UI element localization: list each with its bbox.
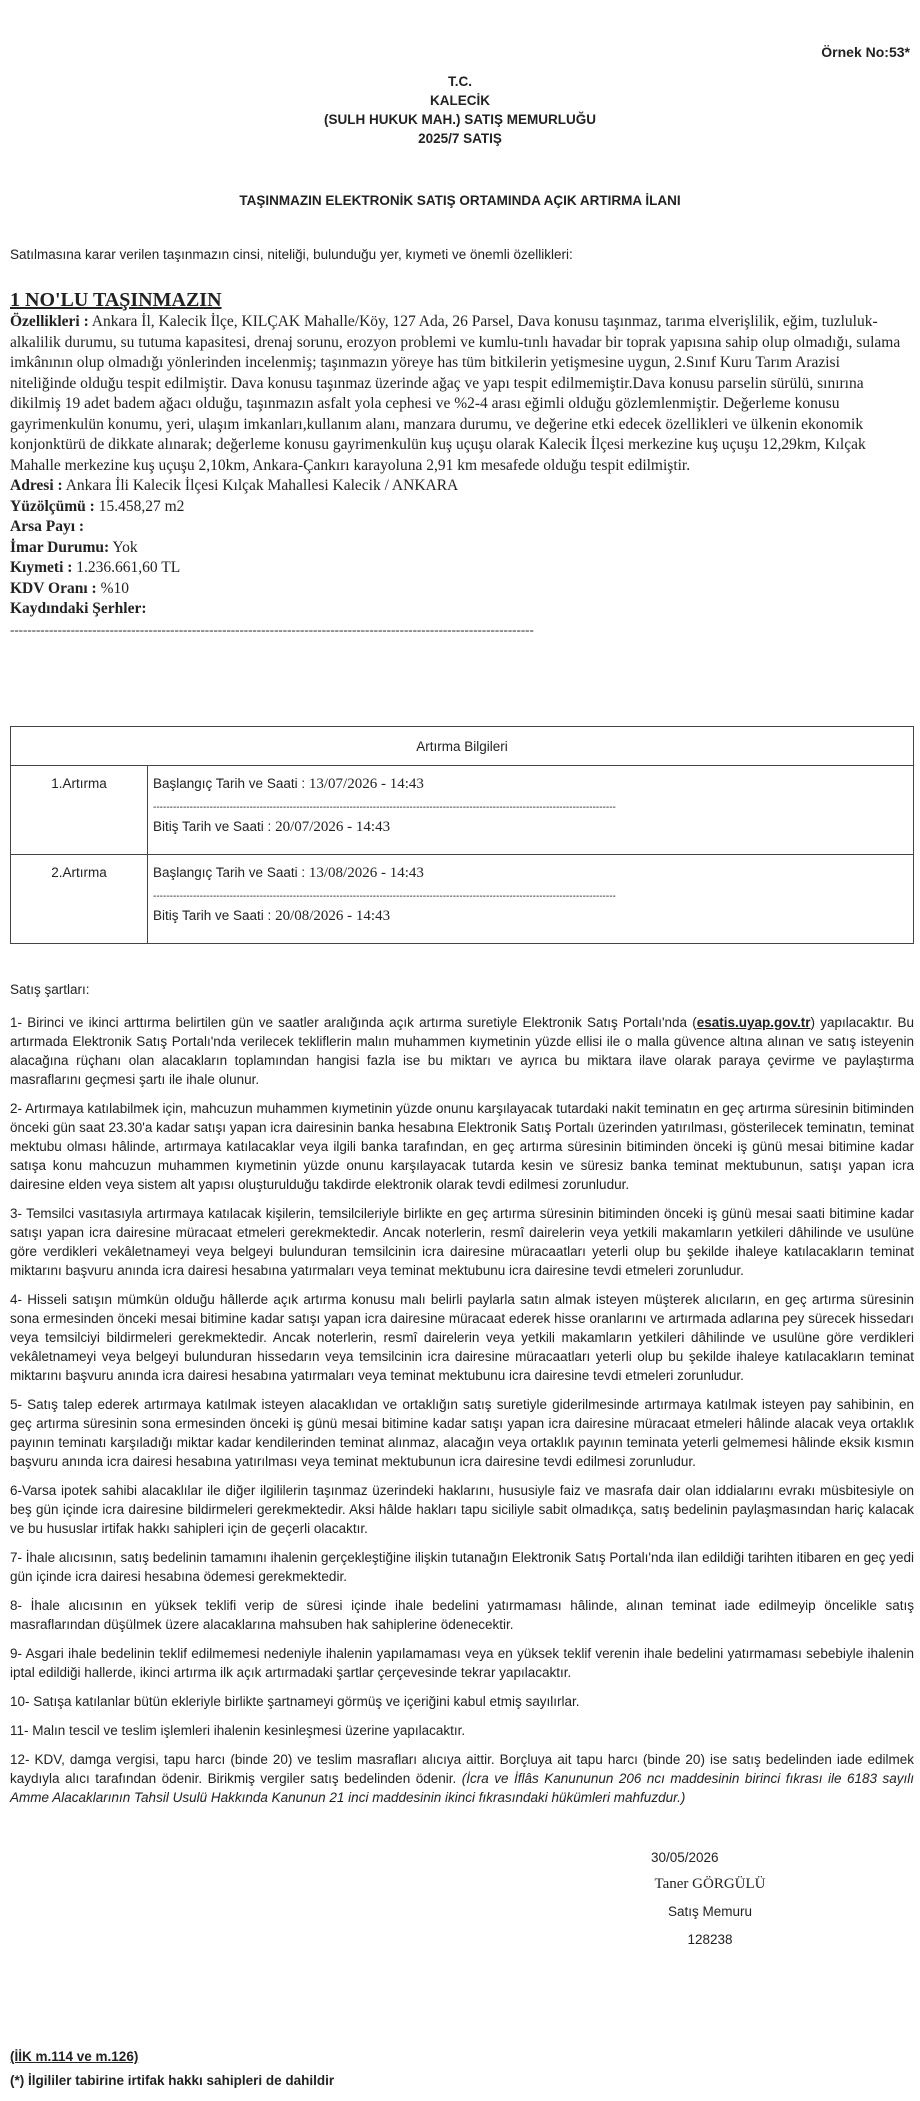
- auction-start: [153, 774, 908, 794]
- condition-4: 4- Hisseli satışın mümkün olduğu hâllerde açık artırma konusu malı belirli paylarla satın almak isteyen müşterek alıcıların, en geç artırma süresinin sona ermesinden önceki mesai bitimine kadar satışı yapan icra dairesine müracaat ederek hisse oranlarını ve artırmada adlarına pey sürecek hissedarı veya temsilciyi bildirmeleri gerekmektedir. Ancak noterlerin, resmî dairelerin veya yetkili makamların yetkileri dâhilinde ve usulüne göre verdikleri vekâletnameyi veya belgeyi bulunduran hissedarın veya temsilcinin icra dairesine müracaatları yeterli olup bu şekilde ihaleye katılacakların teminat miktarını başvuru anında icra dairesi hesabına yatırmaları veya teminat mektubunu icra dairesine tevdi etmeleri zorunludur.: [10, 1292, 914, 1383]
- esatis-link[interactable]: esatis.uyap.gov.tr: [696, 1015, 811, 1030]
- conditions-title: Satış şartları:: [10, 982, 90, 997]
- start-label: Başlangıç Tarih ve Saati :: [153, 776, 306, 791]
- office-header: [0, 72, 920, 148]
- property-features: [10, 312, 910, 476]
- auction-info-title: Artırma Bilgileri: [11, 727, 914, 766]
- start-value: 13/07/2026 - 14:43: [308, 776, 424, 792]
- officer-title: Satış Memuru: [667, 1904, 753, 1919]
- start-label: Başlangıç Tarih ve Saati :: [153, 865, 306, 880]
- property-annotations: [10, 599, 910, 620]
- condition-12-note: (İcra ve İflâs Kanununun 206 ncı maddesinin birinci fıkrası ile 6183 sayılı Amme Alacaklarının Tahsil Usulü Hakkında Kanunun 21 inci maddesinin ikinci fıkrasındaki hükümleri mahfuzdur.): [10, 1771, 915, 1805]
- auction-row-1: [11, 766, 914, 855]
- law-reference: (İİK m.114 ve m.126): [10, 2049, 139, 2064]
- end-label: Bitiş Tarih ve Saati :: [153, 908, 272, 923]
- condition-1-text-a: 1- Birinci ve ikinci arttırma belirtilen gün ve saatler aralığında açık artırma suretiyle Elektronik Satış Portalı'nda (: [10, 1015, 697, 1030]
- condition-7: 7- İhale alıcısının, satış bedelinin tamamını ihalenin gerçekleştiğine ilişkin tutanağın Elektronik Satış Portalı'nda ilan edildiği tarihten itibaren en geç yedi gün içinde icra dairesi hesabına ödemesi gerekmektedir.: [10, 1550, 914, 1584]
- condition-9: 9- Asgari ihale bedelinin teklif edilmemesi nedeniyle ihalenin yapılamaması veya en yüksek teklif verenin ihale bedelini yatırmaması sebebiyle ihalenin iptal edildiği hallerde, ikinci artırma ilk açık artırmadaki şartlar çerçevesinde tekrar yapılacaktır.: [10, 1646, 914, 1680]
- property-section: [10, 288, 910, 640]
- value-amount: 1.236.661,60 TL: [76, 559, 181, 576]
- header-line-tc: T.C.: [447, 74, 472, 89]
- address-value: Ankara İli Kalecik İlçesi Kılçak Mahallesi Kalecik / ANKARA: [65, 477, 459, 494]
- sale-conditions: [10, 980, 914, 1817]
- auction-row-dates: [148, 855, 914, 944]
- property-value: [10, 558, 910, 579]
- auction-row-dates: [148, 766, 914, 855]
- property-zoning: [10, 538, 910, 559]
- header-line-file: 2025/7 SATIŞ: [418, 131, 502, 146]
- vat-value: %10: [100, 579, 129, 597]
- header-line-office: (SULH HUKUK MAH.) SATIŞ MEMURLUĞU: [324, 112, 596, 127]
- address-label: Adresi :: [10, 477, 63, 494]
- area-value: 15.458,27 m2: [98, 497, 185, 515]
- property-heading: 1 NO'LU TAŞINMAZIN: [10, 289, 222, 311]
- condition-8: 8- İhale alıcısının en yüksek teklifi verip de süresi içinde ihale bedelini yatırmaması hâlinde, alınan teminat iade edilmeyip öncelikle satış masraflarından düşülmek üzere alacaklarına mahsuben hak sahiplerine ödenecektir.: [10, 1598, 914, 1632]
- features-label: Özellikleri :: [10, 313, 89, 330]
- footnotes: [10, 2045, 334, 2093]
- condition-5: 5- Satış talep ederek artırmaya katılmak isteyen alacaklıdan ve ortaklığın satış suretiyle giderilmesinde artırmaya katılmak isteyen pay sahibinin, en geç artırma süresinin sona ermesinden önceki iş günü mesai bitimine kadar satışı yapan icra dairesine müracaat etmeleri hâlinde alacak veya ortaklık payının teminatı karşıladığı miktar kadar kendilerinden teminat alınmaz, alacağın veya ortaklık payının teminata yeterli gelmemesi hâlinde eksik kısmın başvuru anında icra dairesi hesabına yatırılması veya teminat mektubunun icra dairesine tevdi edilmesi zorunludur.: [10, 1397, 914, 1469]
- property-land-share: [10, 517, 910, 538]
- footnote-note: (*) İlgililer tabirine irtifak hakkı sahipleri de dahildir: [10, 2073, 335, 2088]
- signature-date: 30/05/2026: [651, 1850, 719, 1865]
- features-text: Ankara İl, Kalecik İlçe, KILÇAK Mahalle/Köy, 127 Ada, 26 Parsel, Dava konusu taşınmaz, tarıma elverişlilik, eğim, tuzluluk-alkalilik durumu, su tutuma kapasitesi, drenaj sorunu, erozyon problemi ve kumlu-tınlı havadar bir toprak yapısına sahip olup olmadığı, sulama imkânının olup olmadığı yönlerinden incelenmiş; taşınmazın yöreye has tüm bitkilerin yetişmesine uygun, 2.Sınıf Kuru Tarım Arazisi niteliğinde olduğu tespit edilmiştir. Dava konusu taşınmaz üzerinde ağaç ve yapı tespit edilmemiştir.Dava konusu parselin sürülü, sınırına dikilmiş 19 adet badem ağacı olduğu, taşınmazın asfalt yola cephesi ve %2-4 arası eğimli olduğu gözlemlenmiştir. Değerleme konusu gayrimenkulün konumu, yeri, ulaşım imkanları,kullanım alanı, manzara durumu, ve değerine etki edecek özellikleri ve ülkenin ekonomik konjonktürü de dikkate alınarak; değerleme konusu gayrimenkulün kuş uçuşu olarak Kalecik İlçesi merkezine kuş uçuşu 12,29km, Kılçak Mahalle merkezine kuş uçuşu 2,10km, Ankara-Çankırı karayoluna 2,91 km mesafede olduğu tespit edilmiştir.: [10, 313, 901, 474]
- end-value: 20/08/2026 - 14:43: [275, 908, 391, 924]
- officer-name: Taner GÖRGÜLÜ: [654, 1876, 766, 1892]
- auction-row-2: [11, 855, 914, 944]
- condition-12-text: 12- KDV, damga vergisi, tapu harcı (binde 20) ve teslim masrafları alıcıya aittir. Borçluya ait tapu harcı (binde 20) ise satış bedelinden iade edilmek kaydıyla alıcı tarafından ödenir. Birikmiş vergiler satış bedelinden ödenir.: [10, 1752, 914, 1786]
- intro-text: Satılmasına karar verilen taşınmazın cinsi, niteliği, bulunduğu yer, kıymeti ve önemli özellikleri:: [10, 247, 573, 262]
- condition-6: 6-Varsa ipotek sahibi alacaklılar ile diğer ilgililerin taşınmaz üzerindeki haklarını, hususiyle faiz ve masrafa dair olan iddialarını evrakı müsbitesiyle on beş gün içinde icra dairesine bildirmeleri gerekmektedir. Aksi hâlde hakları tapu siciliyle sabit olmadıkça, satış bedelinin paylaşmasından hariç kalacak ve bu hususlar irtifak hakkı sahipleri için de geçerli olacaktır.: [10, 1483, 914, 1536]
- land-share-label: Arsa Payı :: [10, 518, 85, 535]
- property-area: [10, 497, 910, 518]
- property-address: [10, 476, 910, 497]
- condition-2: 2- Artırmaya katılabilmek için, mahcuzun muhammen kıymetinin yüzde onunu karşılayacak tutardaki nakit teminatın en geç artırma süresinin bitiminden önceki gün saat 23.30'a kadar satışı yapan icra dairesinin banka hesabına Elektronik Satış Portalı üzerinden yatırılması, gösterilecek teminatın, teminat mektubu olması hâlinde, artırmaya katılacaklar veya ilgili banka tarafından, en geç artırma süresinin bitiminden önceki iş günü mesai bitimine kadar satışa konu mahcuzun muhammen kıymetinin yüzde onunu karşılayacak tutarda kesin ve süresiz banka teminat mektubunun, satışı yapan icra dairesine elden veya sistem alt yapısı oluşturulduğu takdirde elektronik olarak tevdi edilmesi zorunludur.: [10, 1101, 914, 1192]
- condition-3: 3- Temsilci vasıtasıyla artırmaya katılacak kişilerin, temsilcileriyle birlikte en geç artırma süresinin bitiminden önceki iş günü mesai saati bitimine kadar satışı yapan icra dairesine müracaat etmeleri gerekmektedir. Ancak noterlerin, resmî dairelerin veya yetkili makamların yetkileri dâhilinde ve usulüne göre verdikleri vekâletnameyi veya belgeyi bulunduran temsilcinin icra dairesine müracaatları yeterli olup bu şekilde ihaleye katılacakların teminat miktarını başvuru anında icra dairesi hesabına yatırmaları veya teminat mektubunu icra dairesine tevdi etmeleri zorunludur.: [10, 1206, 914, 1278]
- zoning-label: İmar Durumu:: [10, 538, 110, 556]
- end-value: 20/07/2026 - 14:43: [275, 819, 391, 835]
- auction-row-label: 2.Artırma: [11, 855, 148, 944]
- start-value: 13/08/2026 - 14:43: [308, 865, 424, 881]
- row-separator: -------------------------------------------------------------------------------------------------------------------------------------------: [153, 802, 616, 813]
- auction-info-table: [10, 726, 914, 944]
- area-label: Yüzölçümü :: [10, 497, 95, 515]
- end-label: Bitiş Tarih ve Saati :: [153, 819, 272, 834]
- sample-number: Örnek No:53*: [821, 44, 910, 60]
- auction-start: [153, 863, 908, 883]
- dash-separator: -------------------------------------------------------------------------------------------------------------------------: [10, 621, 534, 637]
- zoning-value: Yok: [112, 538, 138, 556]
- condition-12: [10, 1750, 914, 1807]
- row-separator: -------------------------------------------------------------------------------------------------------------------------------------------: [153, 891, 616, 902]
- auction-row-label: 1.Artırma: [11, 766, 148, 855]
- vat-label: KDV Oranı :: [10, 579, 97, 597]
- auction-end: [153, 906, 908, 926]
- announcement-title: TAŞINMAZIN ELEKTRONİK SATIŞ ORTAMINDA AÇIK ARTIRMA İLANI: [239, 193, 681, 208]
- condition-1-text-b: ) yapılacaktır. Bu artırmada Elektronik Satış Portalı'nda verilecek tekliflerin malın muhammen kıymetinin yüzde ellisi ile o malla güvence altına alınan ve satış isteyenin alacağına rüçhanı olan alacakların toplamından hangisi fazla ise bu miktarı ve ayrıca bu miktara ilave olarak paraya çevirme ve paylaştırma masraflarını geçmesi şartı ile ihale olunur.: [10, 1015, 914, 1087]
- condition-11: 11- Malın tescil ve teslim işlemleri ihalenin kesinleşmesi üzerine yapılacaktır.: [10, 1723, 466, 1738]
- condition-10: 10- Satışa katılanlar bütün ekleriyle birlikte şartnameyi görmüş ve içeriğini kabul etmiş sayılırlar.: [10, 1694, 580, 1709]
- condition-1: [10, 1013, 914, 1089]
- header-line-district: KALECİK: [430, 93, 490, 108]
- property-vat: [10, 579, 910, 600]
- value-label: Kıymeti :: [10, 559, 73, 576]
- annotations-label: Kaydındaki Şerhler:: [10, 600, 147, 617]
- auction-end: [153, 817, 908, 837]
- officer-number: 128238: [687, 1932, 733, 1947]
